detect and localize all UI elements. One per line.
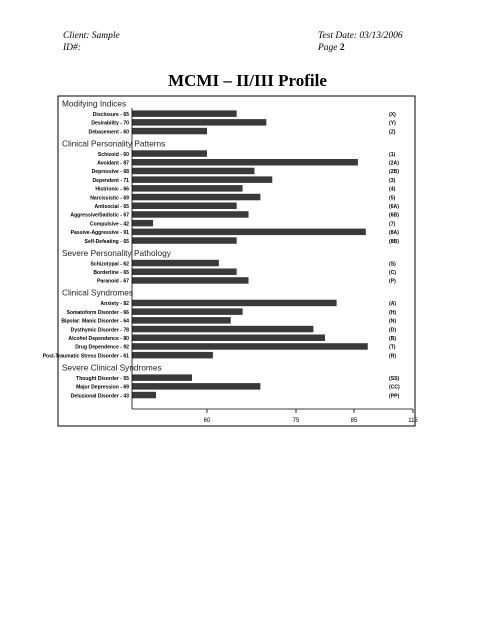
row-label: Depressive - 68: [91, 169, 129, 176]
bar: [132, 326, 313, 333]
bar: [132, 194, 260, 201]
x-tick-label: 85: [350, 418, 358, 424]
page-title: MCMI – II/III Profile: [168, 71, 327, 90]
scale-code: (P): [389, 278, 396, 285]
bar: [132, 185, 243, 192]
row-label: Dysthymic Disorder - 78: [70, 327, 129, 334]
scale-code: (6B): [389, 212, 399, 219]
bar: [132, 128, 207, 135]
bar: [132, 277, 249, 284]
row-label: Paranoid - 67: [97, 278, 129, 285]
row-label: Major Depression - 69: [76, 384, 129, 391]
bar: [132, 220, 153, 227]
bar: [132, 352, 213, 359]
row-label: Self-Defeating - 65: [84, 238, 129, 245]
scale-code: (8A): [389, 230, 399, 237]
bar: [132, 343, 368, 350]
scale-code: (SS): [389, 375, 400, 382]
bar: [132, 211, 249, 218]
scale-code: (1): [389, 151, 396, 158]
scale-code: (X): [389, 111, 396, 118]
scale-code: (R): [389, 353, 397, 360]
id-label: ID#:: [63, 43, 81, 53]
bar: [132, 150, 207, 157]
scale-code: (4): [389, 186, 396, 193]
x-tick-label: 60: [203, 418, 211, 424]
bar: [132, 176, 272, 183]
row-label: Bipolar: Manic Disorder - 64: [61, 318, 129, 325]
page-number: 2: [339, 43, 345, 53]
section-title: Severe Clinical Syndromes: [62, 362, 162, 373]
bar: [132, 260, 219, 267]
row-label: Antisocial - 65: [94, 203, 129, 210]
bar: [132, 383, 260, 390]
scale-code: (Y): [389, 120, 396, 127]
row-label: Schizotypal - 62: [90, 261, 129, 268]
bar: [132, 203, 237, 210]
row-label: Delusional Disorder - 43: [70, 393, 129, 400]
scale-code: (H): [389, 309, 397, 316]
scale-code: (6A): [389, 203, 399, 210]
section-title: Severe Personality Pathology: [62, 247, 171, 258]
row-label: Anxiety - 82: [100, 301, 129, 308]
client-label: Client: Sample: [63, 31, 120, 41]
section-title: Modifying Indices: [62, 98, 127, 109]
bar: [132, 168, 254, 175]
test-date: Test Date: 03/13/2006: [318, 31, 403, 41]
scale-code: (Z): [389, 129, 396, 136]
bar: [132, 269, 237, 276]
row-label: Dependent - 71: [92, 177, 129, 184]
bar: [132, 237, 237, 244]
section-title: Clinical Syndromes: [62, 287, 134, 298]
page-label: Page: [318, 43, 338, 53]
bar: [132, 159, 358, 166]
scale-code: (N): [389, 318, 397, 325]
scale-code: (PP): [389, 393, 400, 400]
row-label: Histrionic - 66: [95, 186, 129, 193]
scale-code: (D): [389, 327, 397, 334]
scale-code: (A): [389, 301, 397, 308]
scale-code: (2A): [389, 160, 399, 167]
scale-code: (CC): [389, 384, 400, 391]
row-label: Borderline - 65: [93, 269, 129, 276]
scale-code: (C): [389, 269, 397, 276]
row-label: Debasement - 60: [88, 129, 129, 136]
bar: [132, 392, 156, 399]
bar: [132, 229, 366, 236]
bar: [132, 300, 337, 307]
row-label: Alcohol Dependence - 80: [68, 335, 129, 342]
bar: [132, 335, 325, 342]
row-label: Thought Disorder - 55: [76, 375, 129, 382]
row-label: Aggressive/Sadistic - 67: [70, 212, 129, 219]
row-label: Passive-Aggressive - 91: [70, 230, 129, 237]
row-label: Desirability - 70: [91, 120, 129, 127]
scale-code: (8B): [389, 238, 399, 245]
bar: [132, 374, 192, 381]
row-label: Avoidant - 87: [97, 160, 129, 167]
x-tick-label: 75: [292, 418, 300, 424]
bar: [132, 308, 243, 315]
row-label: Post-Traumatic Stress Disorder - 61: [42, 353, 129, 360]
bar: [132, 317, 231, 324]
scale-code: (5): [389, 195, 396, 202]
x-tick-label: 115: [408, 418, 418, 424]
row-label: Somatoform Disorder - 66: [66, 309, 129, 316]
row-label: Disclosure - 65: [92, 111, 129, 118]
scale-code: (3): [389, 177, 396, 184]
scale-code: (B): [389, 335, 397, 342]
scale-code: (2B): [389, 169, 399, 176]
scale-code: (T): [389, 344, 396, 351]
section-title: Clinical Personality Patterns: [62, 138, 166, 149]
row-label: Drug Dependence - 92: [75, 344, 129, 351]
row-label: Schizoid - 60: [97, 151, 129, 158]
scale-code: (S): [389, 261, 396, 268]
row-label: Compulsive - 42: [89, 221, 129, 228]
bar: [132, 110, 237, 117]
scale-code: (7): [389, 221, 396, 228]
row-label: Narcissistic - 69: [90, 195, 129, 202]
bar: [132, 119, 266, 126]
